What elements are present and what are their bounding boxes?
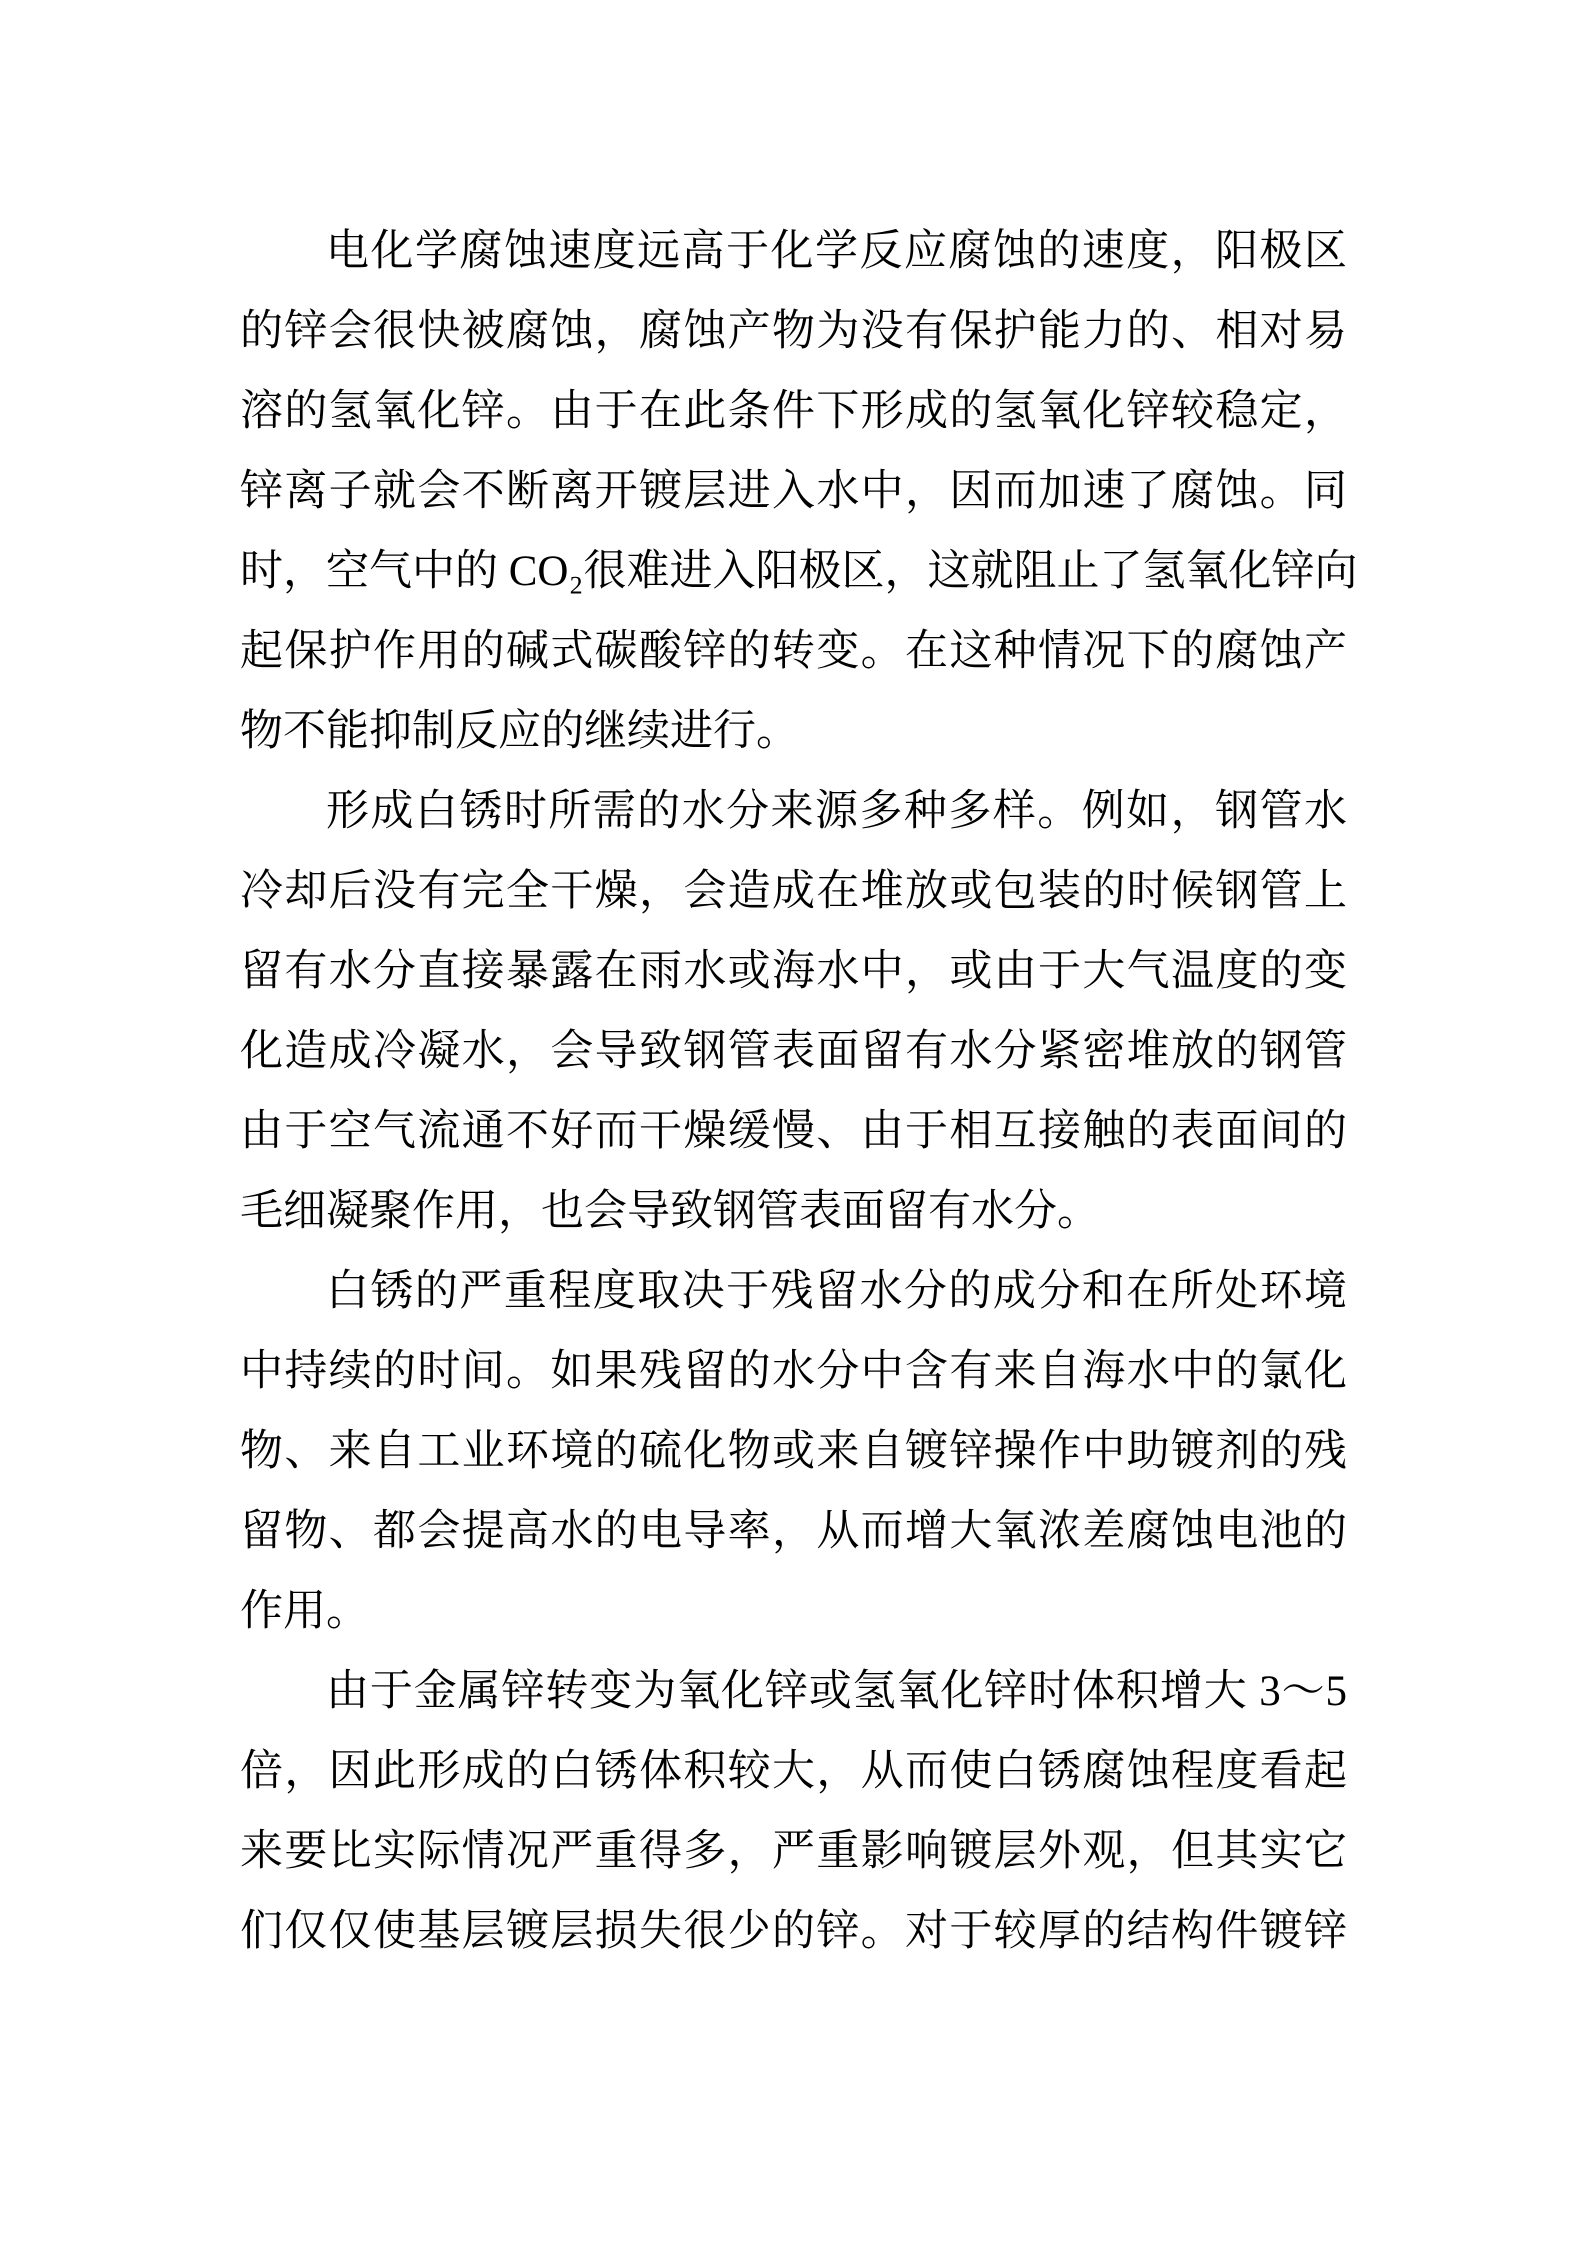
paragraph-4: [240, 1652, 1347, 1972]
text-line: 留物、都会提高水的电导率，从而增大氧浓差腐蚀电池的: [240, 1508, 1347, 1555]
text-line: 形成白锈时所需的水分来源多种多样。例如，钢管水: [326, 788, 1347, 835]
text-line: 毛细凝聚作用，也会导致钢管表面留有水分。: [240, 1188, 1100, 1235]
text-line: 由于空气流通不好而干燥缓慢、由于相互接触的表面间的: [240, 1108, 1347, 1155]
text-line: 电化学腐蚀速度远高于化学反应腐蚀的速度，阳极区: [326, 228, 1347, 275]
text-line: 物不能抑制反应的继续进行。: [240, 708, 799, 755]
text-line: 来要比实际情况严重得多，严重影响镀层外观，但其实它: [240, 1828, 1347, 1875]
text-line: 锌离子就会不断离开镀层进入水中，因而加速了腐蚀。同: [240, 468, 1347, 515]
text-line: 时，空气中的 CO₂很难进入阳极区，这就阻止了氢氧化锌向: [240, 548, 1358, 595]
text-line: 倍，因此形成的白锈体积较大，从而使白锈腐蚀程度看起: [240, 1748, 1347, 1795]
text-line: 中持续的时间。如果残留的水分中含有来自海水中的氯化: [240, 1348, 1347, 1395]
text-line: 的锌会很快被腐蚀，腐蚀产物为没有保护能力的、相对易: [240, 308, 1347, 355]
paragraph-1: [240, 212, 1358, 772]
text-line: 作用。: [240, 1588, 369, 1635]
paragraph-3: [240, 1252, 1347, 1652]
text-line: 化造成冷凝水，会导致钢管表面留有水分紧密堆放的钢管: [240, 1028, 1347, 1075]
text-line: 物、来自工业环境的硫化物或来自镀锌操作中助镀剂的残: [240, 1428, 1347, 1475]
paragraph-2: [240, 772, 1347, 1252]
text-block: [240, 212, 1358, 1972]
text-line: 由于金属锌转变为氧化锌或氢氧化锌时体积增大 3～5: [326, 1668, 1347, 1715]
text-line: 起保护作用的碱式碳酸锌的转变。在这种情况下的腐蚀产: [240, 628, 1347, 675]
text-line: 白锈的严重程度取决于残留水分的成分和在所处环境: [326, 1268, 1347, 1315]
text-line: 们仅仅使基层镀层损失很少的锌。对于较厚的结构件镀锌: [240, 1908, 1347, 1955]
text-line: 溶的氢氧化锌。由于在此条件下形成的氢氧化锌较稳定，: [240, 388, 1347, 435]
text-line: 冷却后没有完全干燥，会造成在堆放或包装的时候钢管上: [240, 868, 1347, 915]
text-line: 留有水分直接暴露在雨水或海水中，或由于大气温度的变: [240, 948, 1347, 995]
